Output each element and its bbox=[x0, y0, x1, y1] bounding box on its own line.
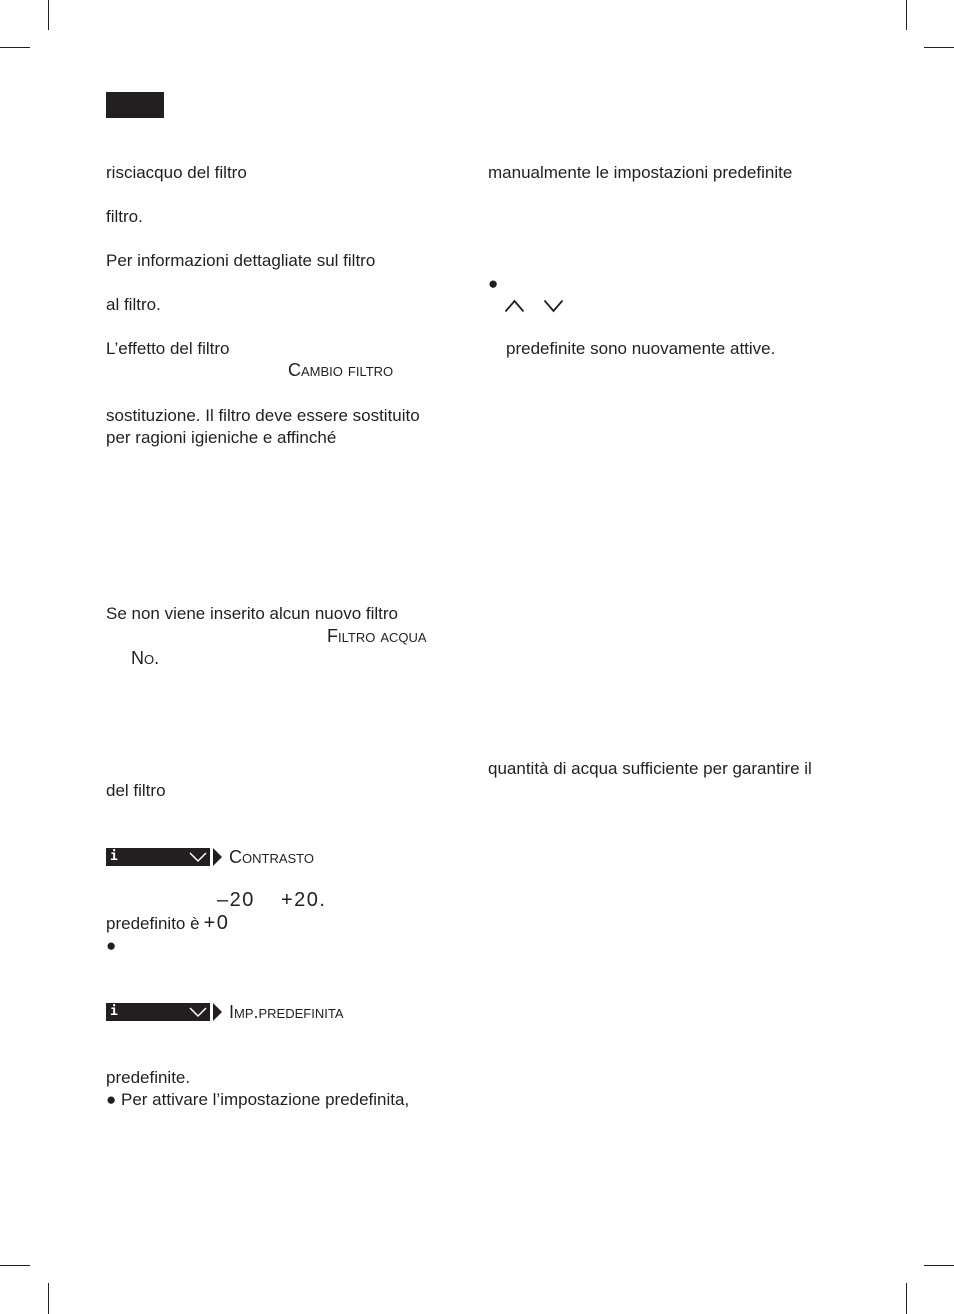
menu-name-contrasto: Contrasto bbox=[229, 847, 314, 867]
default-value-text: predefinito è bbox=[106, 914, 200, 933]
crop-mark-bottom-left-vertical bbox=[48, 1283, 49, 1314]
text-line: per ragioni igieniche e affinché bbox=[106, 428, 337, 447]
default-value-line bbox=[106, 912, 229, 934]
menu-name-cambio-filtro: Cambio filtro bbox=[288, 360, 394, 380]
text-line: predefinite. bbox=[106, 1068, 191, 1087]
display-value-max: +20. bbox=[281, 889, 327, 911]
text-line: quantità di acqua sufficiente per garantire il bbox=[488, 759, 812, 778]
chevron-up-icon bbox=[504, 299, 525, 313]
info-symbol: i bbox=[110, 849, 118, 864]
text-line: filtro. bbox=[106, 207, 143, 226]
display-bar-contrasto bbox=[106, 848, 210, 866]
text-line: risciacquo del filtro bbox=[106, 163, 247, 182]
display-value-default: +0 bbox=[203, 912, 230, 934]
display-value-min: –20 bbox=[217, 889, 255, 911]
bullet: ● bbox=[106, 936, 117, 955]
triangle-right-icon bbox=[213, 1003, 223, 1021]
text-line: del filtro bbox=[106, 781, 166, 800]
crop-mark-bottom-right-horizontal bbox=[924, 1265, 954, 1266]
chevron-down-icon bbox=[189, 852, 207, 863]
info-symbol: i bbox=[110, 1004, 118, 1019]
crop-mark-top-left-horizontal bbox=[0, 47, 30, 48]
text-line: sostituzione. Il filtro deve essere sostituito bbox=[106, 406, 420, 425]
chevron-down-icon bbox=[543, 299, 564, 313]
menu-name-imp-predefinita: Imp.predefinita bbox=[229, 1002, 344, 1022]
text-line: Se non viene inserito alcun nuovo filtro bbox=[106, 604, 399, 623]
display-bar-imp-predefinita bbox=[106, 1003, 210, 1021]
crop-mark-bottom-left-horizontal bbox=[0, 1265, 30, 1266]
text-line: al filtro. bbox=[106, 295, 161, 314]
chevron-down-icon bbox=[189, 1007, 207, 1018]
crop-mark-bottom-right-vertical bbox=[906, 1283, 907, 1314]
bullet-line: ● Per attivare l’impostazione predefinita, bbox=[106, 1090, 410, 1109]
triangle-right-icon bbox=[213, 848, 223, 866]
section-tab-marker bbox=[106, 92, 164, 118]
menu-name-filtro-acqua: Filtro acqua bbox=[327, 626, 427, 646]
crop-mark-top-right-horizontal bbox=[924, 47, 954, 48]
text-line: L’effetto del filtro bbox=[106, 339, 230, 358]
text-line: Per informazioni dettagliate sul filtro bbox=[106, 251, 376, 270]
text-line: predefinite sono nuovamente attive. bbox=[506, 339, 776, 358]
option-no: No. bbox=[131, 648, 160, 668]
text-line: manualmente le impostazioni predefinite bbox=[488, 163, 793, 182]
crop-mark-top-right-vertical bbox=[906, 0, 907, 30]
bullet: ● bbox=[488, 274, 499, 293]
crop-mark-top-left-vertical bbox=[48, 0, 49, 30]
